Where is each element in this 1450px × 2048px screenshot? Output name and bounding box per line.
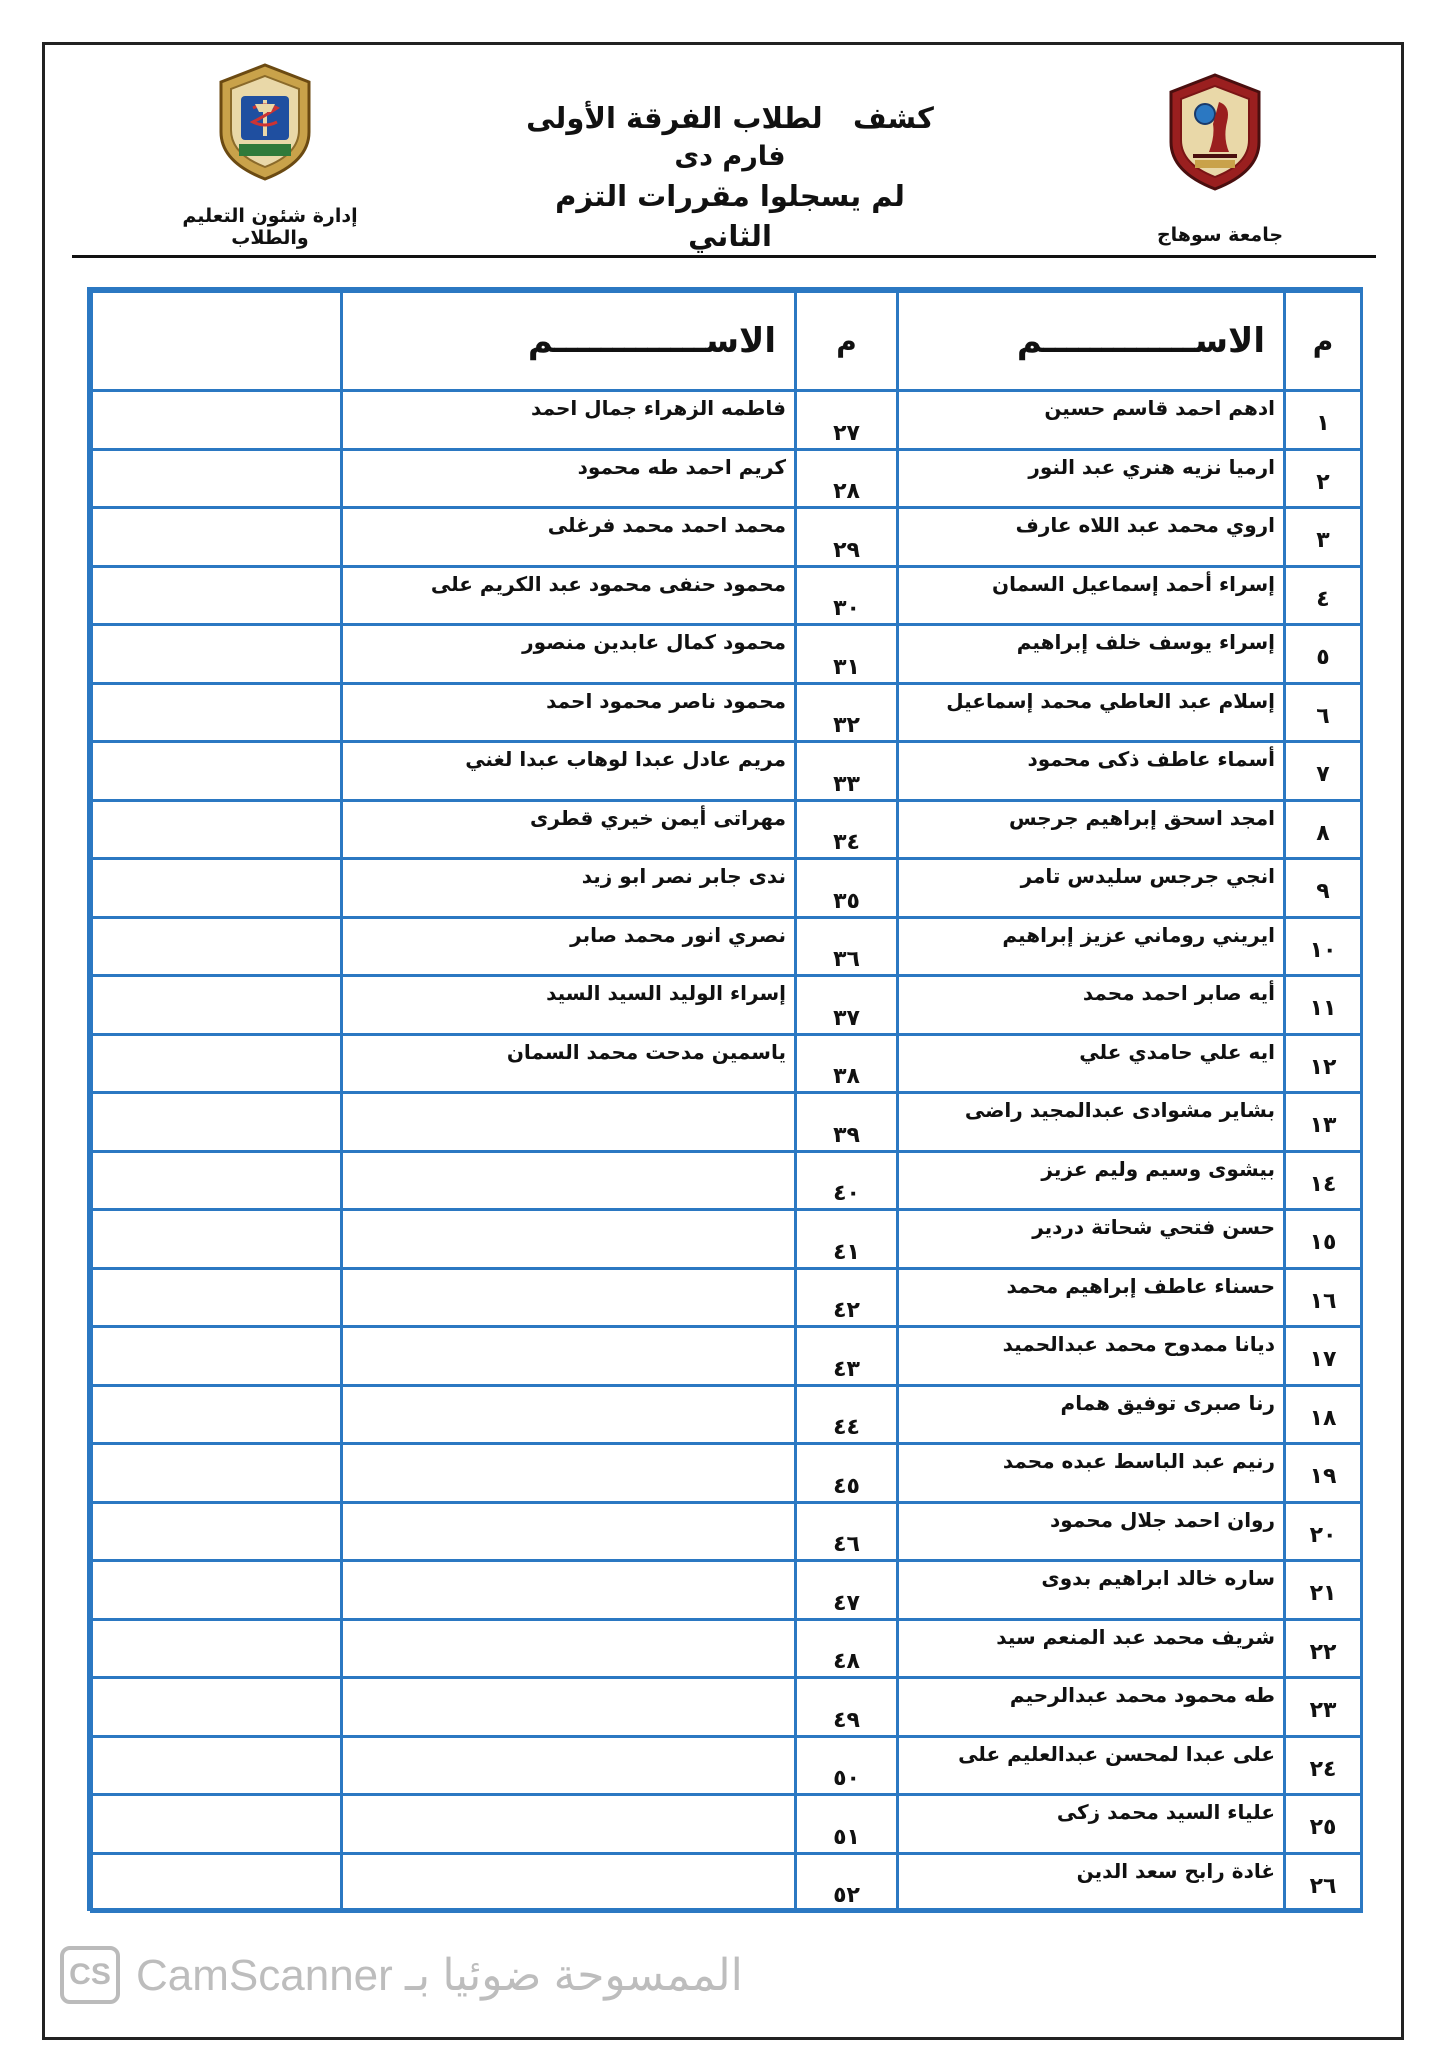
- student-number-right: ٢٦: [1285, 1853, 1362, 1912]
- document-title: [520, 98, 940, 256]
- students-table: [87, 287, 1363, 1911]
- student-number-left: ٥١: [796, 1795, 898, 1854]
- student-number-right: ٤: [1285, 566, 1362, 625]
- student-name-right: إسلام عبد العاطي محمد إسماعيل: [898, 683, 1285, 742]
- number-header-right: م: [1285, 292, 1362, 391]
- student-number-left: ٤٦: [796, 1502, 898, 1561]
- table-row: [92, 1151, 1362, 1210]
- table-row: [92, 1093, 1362, 1152]
- university-name: جامعة سوهاج: [1156, 224, 1284, 246]
- table-row: [92, 683, 1362, 742]
- student-number-right: ٧: [1285, 742, 1362, 801]
- blank-cell: [92, 1502, 342, 1561]
- title-line-2: فارم دى: [674, 141, 786, 172]
- student-number-left: ٣٦: [796, 917, 898, 976]
- blank-cell: [92, 976, 342, 1035]
- student-name-left: مهراتى أيمن خيري قطرى: [342, 800, 796, 859]
- student-name-right: إسراء يوسف خلف إبراهيم: [898, 625, 1285, 684]
- name-header-right: الاســـــــــــــم: [898, 292, 1285, 391]
- blank-cell: [92, 1736, 342, 1795]
- blank-header-cell: [92, 292, 342, 391]
- blank-cell: [92, 508, 342, 567]
- table-row: [92, 976, 1362, 1035]
- table-row: [92, 1678, 1362, 1737]
- student-number-left: ٣٩: [796, 1093, 898, 1152]
- student-name-left: [342, 1268, 796, 1327]
- student-name-right: على عبدا لمحسن عبدالعليم على: [898, 1736, 1285, 1795]
- table-row: [92, 1210, 1362, 1269]
- blank-cell: [92, 1678, 342, 1737]
- student-name-left: محمد احمد محمد فرغلى: [342, 508, 796, 567]
- table-row: [92, 917, 1362, 976]
- student-number-left: ٣٢: [796, 683, 898, 742]
- student-number-right: ١١: [1285, 976, 1362, 1035]
- student-name-right: ايه علي حامدي علي: [898, 1034, 1285, 1093]
- student-number-right: ٣: [1285, 508, 1362, 567]
- blank-cell: [92, 1795, 342, 1854]
- blank-cell: [92, 683, 342, 742]
- student-name-right: علياء السيد محمد زكى: [898, 1795, 1285, 1854]
- student-number-left: ٣٥: [796, 859, 898, 918]
- table-row: [92, 625, 1362, 684]
- student-name-right: ديانا ممدوح محمد عبدالحميد: [898, 1327, 1285, 1386]
- student-name-left: [342, 1327, 796, 1386]
- student-number-left: ٣١: [796, 625, 898, 684]
- student-number-left: ٢٩: [796, 508, 898, 567]
- student-name-left: فاطمه الزهراء جمال احمد: [342, 391, 796, 450]
- student-name-right: امجد اسحق إبراهيم جرجس: [898, 800, 1285, 859]
- table-row: [92, 1619, 1362, 1678]
- student-number-right: ١٨: [1285, 1385, 1362, 1444]
- student-name-left: [342, 1678, 796, 1737]
- blank-cell: [92, 1444, 342, 1503]
- student-number-right: ٨: [1285, 800, 1362, 859]
- student-name-left: [342, 1619, 796, 1678]
- student-number-left: ٤٣: [796, 1327, 898, 1386]
- student-name-left: [342, 1561, 796, 1620]
- student-number-left: ٣٤: [796, 800, 898, 859]
- blank-cell: [92, 391, 342, 450]
- student-number-right: ٩: [1285, 859, 1362, 918]
- student-number-left: ٢٧: [796, 391, 898, 450]
- table-row: [92, 1385, 1362, 1444]
- table-row: [92, 1795, 1362, 1854]
- student-number-left: ٣٧: [796, 976, 898, 1035]
- student-name-left: [342, 1853, 796, 1912]
- student-number-right: ٢٥: [1285, 1795, 1362, 1854]
- table-row: [92, 391, 1362, 450]
- blank-cell: [92, 1385, 342, 1444]
- blank-cell: [92, 449, 342, 508]
- table-row: [92, 1853, 1362, 1912]
- student-number-right: ٢٢: [1285, 1619, 1362, 1678]
- table-row: [92, 859, 1362, 918]
- sohag-university-logo-icon: [1165, 72, 1265, 192]
- table-row: [92, 566, 1362, 625]
- student-name-right: اروي محمد عبد اللاه عارف: [898, 508, 1285, 567]
- blank-cell: [92, 1853, 342, 1912]
- student-name-left: [342, 1151, 796, 1210]
- student-name-left: إسراء الوليد السيد السيد: [342, 976, 796, 1035]
- document-header: [0, 0, 1450, 260]
- student-number-left: ٣٨: [796, 1034, 898, 1093]
- watermark-text: الممسوحة ضوئيا بـ CamScanner: [136, 1950, 743, 2000]
- student-number-right: ١٠: [1285, 917, 1362, 976]
- blank-cell: [92, 1093, 342, 1152]
- table-row: [92, 1736, 1362, 1795]
- table-row: [92, 1268, 1362, 1327]
- student-number-right: ١٢: [1285, 1034, 1362, 1093]
- student-name-right: أيه صابر احمد محمد: [898, 976, 1285, 1035]
- student-name-right: ساره خالد ابراهيم بدوى: [898, 1561, 1285, 1620]
- student-name-right: ارميا نزيه هنري عبد النور: [898, 449, 1285, 508]
- blank-cell: [92, 1268, 342, 1327]
- student-number-left: ٤٢: [796, 1268, 898, 1327]
- student-name-right: بشاير مشوادى عبدالمجيد راضى: [898, 1093, 1285, 1152]
- student-number-left: ٤٤: [796, 1385, 898, 1444]
- table-row: [92, 800, 1362, 859]
- number-header-left: م: [796, 292, 898, 391]
- student-number-left: ٥٠: [796, 1736, 898, 1795]
- institution-department: إدارة شئون التعليم والطلاب: [182, 205, 358, 249]
- student-number-left: ٣٣: [796, 742, 898, 801]
- student-number-right: ١: [1285, 391, 1362, 450]
- student-name-left: محمود كمال عابدين منصور: [342, 625, 796, 684]
- student-name-right: ادهم احمد قاسم حسين: [898, 391, 1285, 450]
- student-number-right: ١٤: [1285, 1151, 1362, 1210]
- student-name-left: [342, 1502, 796, 1561]
- title-line-1: كشف لطلاب الفرقة الأولى: [526, 101, 934, 135]
- student-number-right: ١٣: [1285, 1093, 1362, 1152]
- blank-cell: [92, 1327, 342, 1386]
- student-name-left: [342, 1385, 796, 1444]
- student-number-left: ٤٩: [796, 1678, 898, 1737]
- student-number-right: ٢: [1285, 449, 1362, 508]
- student-name-left: [342, 1093, 796, 1152]
- student-number-left: ٥٢: [796, 1853, 898, 1912]
- blank-cell: [92, 742, 342, 801]
- student-number-right: ٥: [1285, 625, 1362, 684]
- student-number-right: ٦: [1285, 683, 1362, 742]
- student-number-left: ٣٠: [796, 566, 898, 625]
- student-number-left: ٢٨: [796, 449, 898, 508]
- student-name-left: ندى جابر نصر ابو زيد: [342, 859, 796, 918]
- student-name-left: محمود حنفى محمود عبد الكريم على: [342, 566, 796, 625]
- blank-cell: [92, 1151, 342, 1210]
- camscanner-logo-icon: CS: [60, 1946, 120, 2004]
- student-number-right: ١٩: [1285, 1444, 1362, 1503]
- student-name-right: روان احمد جلال محمود: [898, 1502, 1285, 1561]
- student-name-right: أسماء عاطف ذكى محمود: [898, 742, 1285, 801]
- header-divider: [72, 255, 1376, 258]
- student-number-right: ٢١: [1285, 1561, 1362, 1620]
- student-name-right: ايريني روماني عزيز إبراهيم: [898, 917, 1285, 976]
- blank-cell: [92, 800, 342, 859]
- blank-cell: [92, 625, 342, 684]
- student-number-right: ١٦: [1285, 1268, 1362, 1327]
- student-name-right: غادة رابح سعد الدين: [898, 1853, 1285, 1912]
- student-name-right: طه محمود محمد عبدالرحيم: [898, 1678, 1285, 1737]
- student-number-left: ٤١: [796, 1210, 898, 1269]
- student-name-right: حسن فتحي شحاتة دردير: [898, 1210, 1285, 1269]
- table-row: [92, 1561, 1362, 1620]
- table-row: [92, 1034, 1362, 1093]
- blank-cell: [92, 859, 342, 918]
- student-number-left: ٤٨: [796, 1619, 898, 1678]
- title-line-3: لم يسجلوا مقررات التزم الثاني: [555, 179, 905, 253]
- student-name-right: رنيم عبد الباسط عبده محمد: [898, 1444, 1285, 1503]
- student-name-left: [342, 1444, 796, 1503]
- student-number-right: ١٥: [1285, 1210, 1362, 1269]
- student-number-left: ٤٥: [796, 1444, 898, 1503]
- blank-cell: [92, 1619, 342, 1678]
- student-name-right: إسراء أحمد إسماعيل السمان: [898, 566, 1285, 625]
- student-number-right: ٢٣: [1285, 1678, 1362, 1737]
- table-row: [92, 508, 1362, 567]
- scanner-watermark: [60, 1940, 860, 2010]
- table-header-row: [92, 292, 1362, 391]
- table-row: [92, 1444, 1362, 1503]
- student-name-right: انجي جرجس سليدس تامر: [898, 859, 1285, 918]
- student-number-left: ٤٧: [796, 1561, 898, 1620]
- student-name-right: بيشوى وسيم وليم عزيز: [898, 1151, 1285, 1210]
- student-name-right: شريف محمد عبد المنعم سيد: [898, 1619, 1285, 1678]
- table-row: [92, 1327, 1362, 1386]
- student-name-left: كريم احمد طه محمود: [342, 449, 796, 508]
- table-row: [92, 1502, 1362, 1561]
- student-number-right: ١٧: [1285, 1327, 1362, 1386]
- table-row: [92, 742, 1362, 801]
- blank-cell: [92, 1561, 342, 1620]
- blank-cell: [92, 566, 342, 625]
- student-number-right: ٢٤: [1285, 1736, 1362, 1795]
- student-number-right: ٢٠: [1285, 1502, 1362, 1561]
- blank-cell: [92, 1210, 342, 1269]
- pharmacy-faculty-logo-icon: [215, 62, 315, 182]
- student-name-left: نصري انور محمد صابر: [342, 917, 796, 976]
- blank-cell: [92, 917, 342, 976]
- blank-cell: [92, 1034, 342, 1093]
- student-name-left: [342, 1736, 796, 1795]
- student-name-right: رنا صبرى توفيق همام: [898, 1385, 1285, 1444]
- student-name-left: مريم عادل عبدا لوهاب عبدا لغني: [342, 742, 796, 801]
- student-name-left: ياسمين مدحت محمد السمان: [342, 1034, 796, 1093]
- name-header-left: الاســـــــــــــم: [342, 292, 796, 391]
- table-row: [92, 449, 1362, 508]
- student-name-right: حسناء عاطف إبراهيم محمد: [898, 1268, 1285, 1327]
- student-name-left: محمود ناصر محمود احمد: [342, 683, 796, 742]
- student-name-left: [342, 1210, 796, 1269]
- student-number-left: ٤٠: [796, 1151, 898, 1210]
- student-name-left: [342, 1795, 796, 1854]
